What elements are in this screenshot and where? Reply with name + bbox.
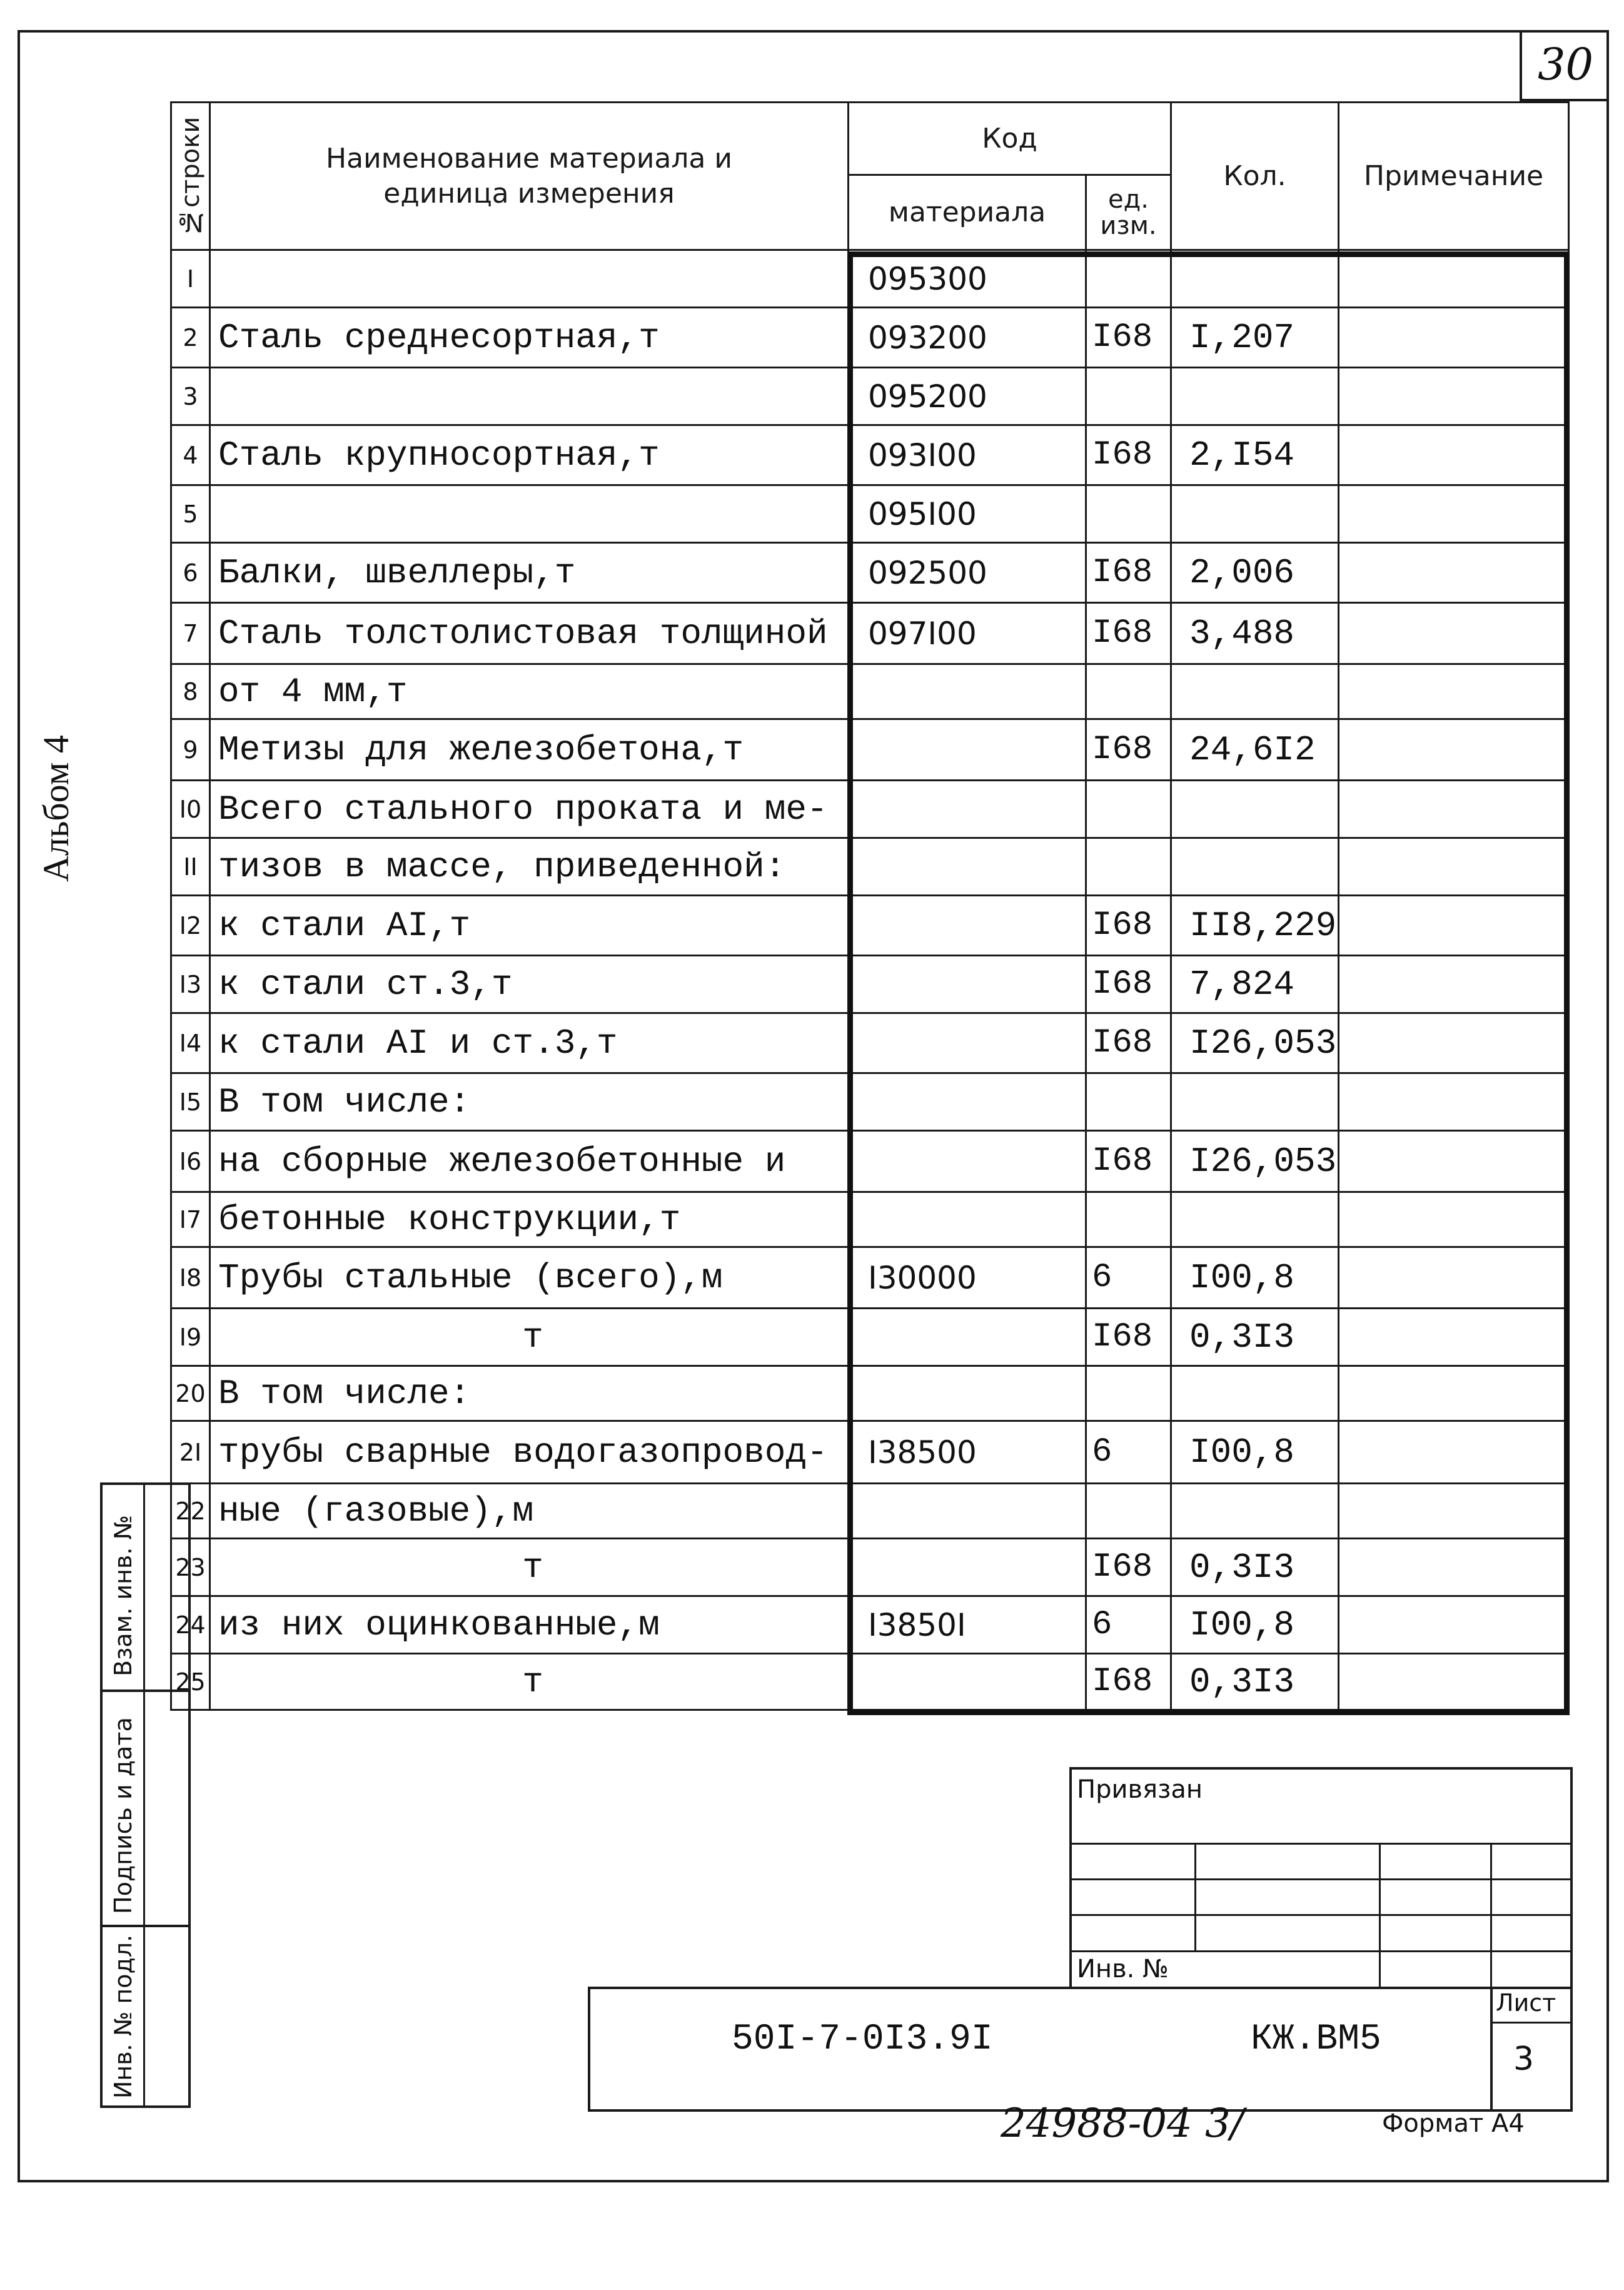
note — [1339, 1073, 1569, 1131]
note — [1339, 1539, 1569, 1596]
material-code: 093200 — [849, 308, 1086, 368]
header-row-number: №строки — [171, 103, 210, 250]
inv-no-label: Инв. № — [1077, 1955, 1169, 1983]
table-row — [171, 1596, 1569, 1654]
unit-code: I68 — [1086, 603, 1171, 664]
row-number: 2 — [171, 308, 210, 368]
row-number: 5 — [171, 485, 210, 543]
note — [1339, 1366, 1569, 1421]
material-code: I30000 — [849, 1247, 1086, 1309]
note — [1339, 896, 1569, 956]
material-name: Сталь крупносортная,т — [210, 425, 849, 485]
material-code — [849, 1013, 1086, 1073]
material-name: т — [210, 1309, 849, 1366]
table-row — [171, 1073, 1569, 1131]
row-number: I9 — [171, 1309, 210, 1366]
table-row — [171, 1484, 1569, 1539]
unit-code — [1086, 485, 1171, 543]
row-number: 7 — [171, 603, 210, 664]
quantity: 3,488 — [1171, 603, 1339, 664]
quantity: 2,I54 — [1171, 425, 1339, 485]
label-inv-podl: Инв. № подл. — [109, 1934, 137, 2099]
row-number: 6 — [171, 543, 210, 603]
header-note: Примечание — [1339, 103, 1569, 250]
quantity — [1171, 368, 1339, 425]
unit-code — [1086, 781, 1171, 838]
material-name: к стали AI,т — [210, 896, 849, 956]
unit-code: I68 — [1086, 896, 1171, 956]
note — [1339, 719, 1569, 781]
table-row — [171, 1192, 1569, 1247]
unit-code — [1086, 368, 1171, 425]
material-name — [210, 250, 849, 308]
row-number: 2I — [171, 1421, 210, 1484]
unit-code: I68 — [1086, 1309, 1171, 1366]
row-number: I3 — [171, 956, 210, 1013]
quantity: 24,6I2 — [1171, 719, 1339, 781]
quantity — [1171, 781, 1339, 838]
format-label: Формат А4 — [1382, 2109, 1525, 2138]
material-name: трубы сварные водогазопровод- — [210, 1421, 849, 1484]
material-name: Метизы для железобетона,т — [210, 719, 849, 781]
row-number: 24 — [171, 1596, 210, 1654]
table-row — [171, 956, 1569, 1013]
table-row — [171, 1309, 1569, 1366]
album-label: Альбом 4 — [36, 735, 76, 882]
row-number: 25 — [171, 1654, 210, 1710]
row-number: I8 — [171, 1247, 210, 1309]
header-code: Код — [849, 103, 1171, 175]
row-number: I0 — [171, 781, 210, 838]
table-row — [171, 485, 1569, 543]
label-vzam-inv: Взам. инв. № — [109, 1514, 137, 1676]
note — [1339, 1484, 1569, 1539]
row-number: I5 — [171, 1073, 210, 1131]
table-row — [171, 308, 1569, 368]
material-code — [849, 1539, 1086, 1596]
table-row — [171, 603, 1569, 664]
quantity: 7,824 — [1171, 956, 1339, 1013]
header-code-unit: ед. изм. — [1086, 175, 1171, 250]
unit-code: I68 — [1086, 308, 1171, 368]
quantity: I26,053 — [1171, 1013, 1339, 1073]
note — [1339, 1131, 1569, 1192]
quantity: I26,053 — [1171, 1131, 1339, 1192]
unit-code: 6 — [1086, 1596, 1171, 1654]
material-name: Всего стального проката и ме- — [210, 781, 849, 838]
material-code: 095300 — [849, 250, 1086, 308]
material-name: на сборные железобетонные и — [210, 1131, 849, 1192]
row-number: I4 — [171, 1013, 210, 1073]
material-code — [849, 896, 1086, 956]
row-number: 9 — [171, 719, 210, 781]
unit-code — [1086, 838, 1171, 896]
material-name: тизов в массе, приведенной: — [210, 838, 849, 896]
material-name: Сталь среднесортная,т — [210, 308, 849, 368]
row-number: 4 — [171, 425, 210, 485]
note — [1339, 664, 1569, 719]
note — [1339, 1013, 1569, 1073]
tb-vline-2 — [1379, 1843, 1381, 1989]
unit-code: I68 — [1086, 1131, 1171, 1192]
material-name: В том числе: — [210, 1073, 849, 1131]
material-code — [849, 1073, 1086, 1131]
material-code: 095200 — [849, 368, 1086, 425]
unit-code: I68 — [1086, 956, 1171, 1013]
table-row — [171, 781, 1569, 838]
table-row — [171, 368, 1569, 425]
unit-code — [1086, 1073, 1171, 1131]
material-code: 097I00 — [849, 603, 1086, 664]
quantity — [1171, 838, 1339, 896]
header-qty: Кол. — [1171, 103, 1339, 250]
table-row — [171, 1366, 1569, 1421]
material-code — [849, 1654, 1086, 1710]
tb-line-2 — [1069, 1878, 1573, 1880]
quantity — [1171, 664, 1339, 719]
quantity: II8,229 — [1171, 896, 1339, 956]
quantity — [1171, 1073, 1339, 1131]
quantity: I00,8 — [1171, 1596, 1339, 1654]
material-name: т — [210, 1654, 849, 1710]
handwritten-sheet-number: 30 — [1520, 30, 1609, 101]
unit-code — [1086, 1484, 1171, 1539]
material-name — [210, 368, 849, 425]
note — [1339, 1596, 1569, 1654]
inventory-handwritten: 24988-04 3/ — [1001, 2100, 1244, 2147]
table-row — [171, 425, 1569, 485]
note — [1339, 308, 1569, 368]
row-number: 3 — [171, 368, 210, 425]
table-row — [171, 1539, 1569, 1596]
tb-line-4 — [1069, 1950, 1573, 1952]
unit-code: I68 — [1086, 1539, 1171, 1596]
quantity: 2,006 — [1171, 543, 1339, 603]
row-number: 22 — [171, 1484, 210, 1539]
material-code — [849, 956, 1086, 1013]
row-number: I — [171, 250, 210, 308]
unit-code: I68 — [1086, 543, 1171, 603]
unit-code — [1086, 250, 1171, 308]
note — [1339, 1192, 1569, 1247]
quantity — [1171, 1192, 1339, 1247]
material-name: из них оцинкованные,м — [210, 1596, 849, 1654]
quantity: 0,3I3 — [1171, 1539, 1339, 1596]
table-row — [171, 896, 1569, 956]
unit-code: 6 — [1086, 1247, 1171, 1309]
material-code: 093I00 — [849, 425, 1086, 485]
note — [1339, 1247, 1569, 1309]
material-code: 095I00 — [849, 485, 1086, 543]
unit-code — [1086, 1192, 1171, 1247]
unit-code: I68 — [1086, 1013, 1171, 1073]
material-code — [849, 838, 1086, 896]
tb-line-1 — [1069, 1843, 1573, 1845]
unit-code: I68 — [1086, 719, 1171, 781]
material-code: 092500 — [849, 543, 1086, 603]
note — [1339, 1654, 1569, 1710]
sheet-value: 3 — [1513, 2040, 1535, 2078]
table-row — [171, 664, 1569, 719]
note — [1339, 368, 1569, 425]
quantity — [1171, 485, 1339, 543]
material-name: т — [210, 1539, 849, 1596]
quantity — [1171, 250, 1339, 308]
row-number: 20 — [171, 1366, 210, 1421]
note — [1339, 603, 1569, 664]
material-code — [849, 1192, 1086, 1247]
sheet-cell-divider — [1490, 2022, 1573, 2024]
material-code — [849, 1366, 1086, 1421]
sheet-label: Лист — [1496, 1989, 1556, 2017]
material-code — [849, 1484, 1086, 1539]
material-code: I3850I — [849, 1596, 1086, 1654]
row-number: 23 — [171, 1539, 210, 1596]
unit-code — [1086, 664, 1171, 719]
material-name: бетонные конструкции,т — [210, 1192, 849, 1247]
note — [1339, 1309, 1569, 1366]
material-code — [849, 664, 1086, 719]
label-podpis-data: Подпись и дата — [109, 1717, 137, 1914]
material-name: В том числе: — [210, 1366, 849, 1421]
quantity: I,207 — [1171, 308, 1339, 368]
designation-number: 50I-7-0I3.9I — [732, 2019, 993, 2060]
material-name: Трубы стальные (всего),м — [210, 1247, 849, 1309]
note — [1339, 250, 1569, 308]
table-row — [171, 543, 1569, 603]
table-row — [171, 1654, 1569, 1710]
note — [1339, 781, 1569, 838]
note — [1339, 425, 1569, 485]
note — [1339, 1421, 1569, 1484]
row-number: I6 — [171, 1131, 210, 1192]
row-number: I7 — [171, 1192, 210, 1247]
tb-vline-3 — [1490, 1843, 1492, 1989]
header-code-material: материала — [849, 175, 1086, 250]
table-row — [171, 250, 1569, 308]
header-name: Наименование материала и единица измерения — [210, 103, 849, 250]
material-code — [849, 719, 1086, 781]
materials-table — [170, 101, 1570, 1711]
material-code: I38500 — [849, 1421, 1086, 1484]
row-number: II — [171, 838, 210, 896]
quantity — [1171, 1366, 1339, 1421]
material-code — [849, 1309, 1086, 1366]
designation-code: КЖ.ВМ5 — [1251, 2019, 1381, 2060]
note — [1339, 956, 1569, 1013]
quantity: I00,8 — [1171, 1247, 1339, 1309]
quantity — [1171, 1484, 1339, 1539]
note — [1339, 485, 1569, 543]
note — [1339, 838, 1569, 896]
quantity: 0,3I3 — [1171, 1309, 1339, 1366]
material-name: ные (газовые),м — [210, 1484, 849, 1539]
material-name: от 4 мм,т — [210, 664, 849, 719]
material-name: Сталь толстолистовая толщиной — [210, 603, 849, 664]
note — [1339, 543, 1569, 603]
material-name: к стали AI и ст.3,т — [210, 1013, 849, 1073]
material-name: Балки, швеллеры,т — [210, 543, 849, 603]
privyazan-label: Привязан — [1077, 1775, 1203, 1804]
material-code — [849, 781, 1086, 838]
tb-line-3 — [1069, 1914, 1573, 1916]
table-row — [171, 1247, 1569, 1309]
tb-vline-1 — [1194, 1843, 1196, 1950]
table-row — [171, 1421, 1569, 1484]
quantity: I00,8 — [1171, 1421, 1339, 1484]
table-row — [171, 719, 1569, 781]
material-code — [849, 1131, 1086, 1192]
material-name — [210, 485, 849, 543]
row-number: 8 — [171, 664, 210, 719]
row-number: I2 — [171, 896, 210, 956]
table-row — [171, 1013, 1569, 1073]
table-row — [171, 838, 1569, 896]
material-name: к стали ст.3,т — [210, 956, 849, 1013]
unit-code: I68 — [1086, 1654, 1171, 1710]
unit-code: I68 — [1086, 425, 1171, 485]
unit-code — [1086, 1366, 1171, 1421]
table-row — [171, 1131, 1569, 1192]
unit-code: 6 — [1086, 1421, 1171, 1484]
quantity: 0,3I3 — [1171, 1654, 1339, 1710]
